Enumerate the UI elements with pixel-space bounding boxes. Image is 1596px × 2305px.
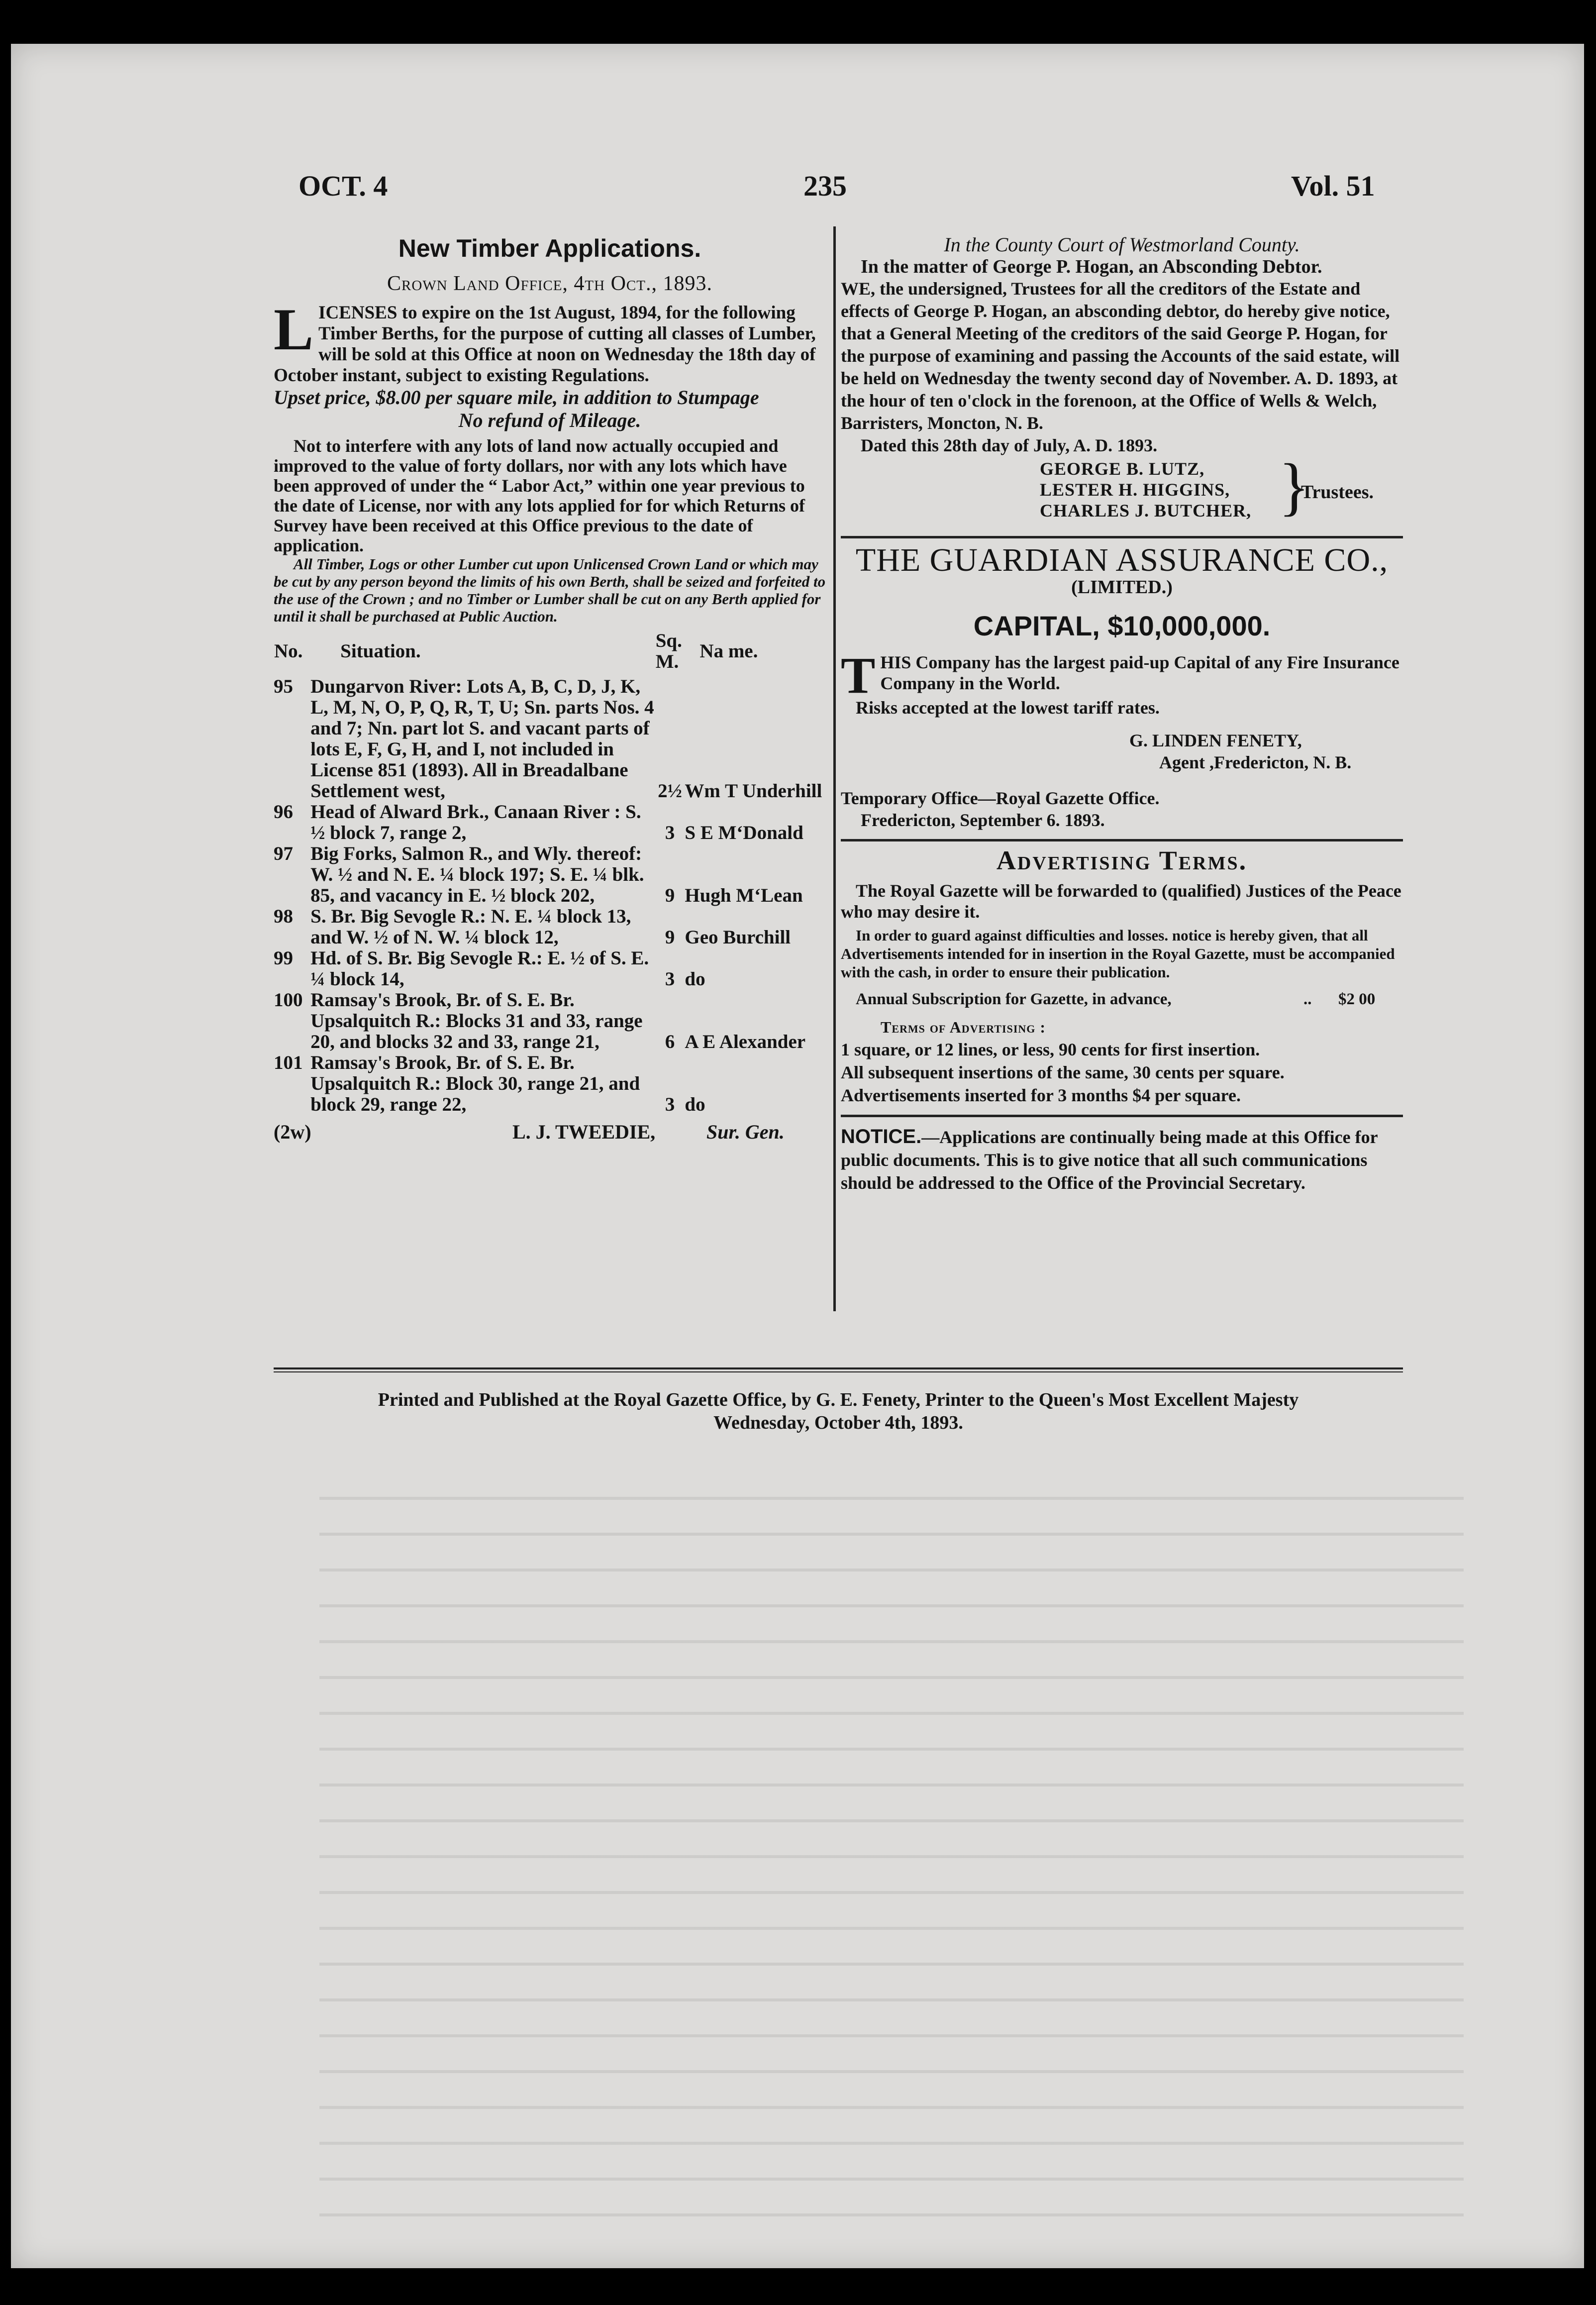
all-timber-paragraph: All Timber, Logs or other Lumber cut upon Unlicensed Crown Land or which may be cut by any person beyond the limits of his own Berth, shall be seized and forfeited to the use of the Crown ; and no Timber or Lumber shall be cut on any Berth applied for until it shall be purchased at Public Auction. (274, 555, 826, 625)
row-sqm: 3 (665, 822, 675, 843)
row-sqm: 6 (665, 1031, 675, 1052)
annual-price: $2 00 (1338, 990, 1376, 1008)
guardian-risks: Risks accepted at the lowest tariff rates. (856, 698, 1160, 718)
agent-title: Agent ,Fredericton, N. B. (1159, 752, 1352, 772)
court-body: WE, the undersigned, Trustees for all the creditors of the Estate and effects of George P. Hogan, an absconding debtor, do hereby give notice, that a General Meeting of the creditors of the said George P. Hogan, for the purpose of examining and passing the Accounts of the said estate, will be held on Wednesday the twenty second day of November. A. D. 1893, at the hour of ten o'clock in the forenoon, at the Office of Wells & Welch, Barristers, Moncton, N. B. (841, 279, 1400, 433)
advertising-p2: In order to guard against difficulties and losses. notice is hereby given, that all Advertisements intended for in insertion in the Royal Gazette, must be accompanied with the cash, in order to ensure their publication. (841, 927, 1395, 981)
guardian-body-text: HIS Company has the largest paid-up Capital of any Fire Insurance Company in the World. (880, 652, 1399, 693)
row-name: A E Alexander (685, 1031, 806, 1052)
advertising-p1: The Royal Gazette will be forwarded to (qualified) Justices of the Peace who may desire it. (841, 881, 1401, 922)
row-situation: Big Forks, Salmon R., and Wly. thereof: W. ½ and N. E. ¼ block 197; S. E. ¼ blk. 85, and vacancy in E. ½ block 202, (310, 843, 644, 906)
row-sqm: 9 (665, 885, 675, 906)
row-name: Hugh M‘Lean (685, 885, 803, 906)
row-situation: Hd. of S. Br. Big Sevogle R.: E. ½ of S. E. ¼ block 14, (310, 947, 649, 990)
section-rule (841, 1115, 1403, 1117)
footer-imprint (274, 1388, 1403, 1434)
row-no: 98 (274, 906, 293, 927)
row-sqm: 3 (665, 1094, 675, 1115)
timber-applications-column (274, 234, 826, 1145)
notice-label: NOTICE. (841, 1126, 922, 1148)
table-row (274, 906, 826, 948)
table-row (274, 843, 826, 906)
footer-rule-thin (274, 1371, 1403, 1372)
signature-name: L. J. TWEEDIE, (512, 1121, 656, 1143)
row-situation: Ramsay's Brook, Br. of S. E. Br. Upsalquitch R.: Blocks 31 and 33, range 20, and blocks 32 and 33, range 21, (310, 989, 643, 1052)
volume-number: Vol. 51 (1291, 170, 1375, 202)
trustee-name: GEORGE B. LUTZ, (1040, 459, 1205, 479)
terms-line: All subsequent insertions of the same, 30 cents per square. (841, 1062, 1285, 1082)
timber-title: New Timber Applications. (398, 234, 701, 262)
licenses-paragraph (274, 296, 826, 386)
row-name: Geo Burchill (685, 927, 791, 948)
row-name: do (685, 968, 705, 990)
row-situation: Ramsay's Brook, Br. of S. E. Br. Upsalquitch R.: Block 30, range 21, and block 29, range 22, (310, 1052, 640, 1115)
table-row (274, 990, 826, 1052)
table-row (274, 676, 826, 802)
licenses-text: ICENSES to expire on the 1st August, 1894, for the following Timber Berths, for the purpose of cutting all classes of Lumber, will be sold at this Office at noon on Wednesday the 18th day of October instant, subject to existing Regulations. (274, 303, 816, 386)
dropcap-letter: T (841, 647, 876, 704)
upset-price: Upset price, $8.00 per square mile, in addition to Stumpage (274, 386, 759, 409)
signature-line (274, 1120, 826, 1145)
row-no: 97 (274, 843, 293, 864)
notice-text: —Applications are continually being made at this Office for public documents. This is to give notice that all such communications should be addressed to the Office of the Provincial Secretary. (841, 1127, 1378, 1193)
table-row (274, 948, 826, 990)
table-row (274, 802, 826, 843)
trustees-block (841, 451, 1403, 528)
signature-title: Sur. Gen. (706, 1121, 785, 1143)
terms-line: Advertisements inserted for 3 months $4 per square. (841, 1085, 1241, 1105)
office-date: Crown Land Office, 4th Oct., 1893. (387, 272, 712, 295)
row-sqm: 9 (665, 927, 675, 948)
page-number: 235 (803, 170, 847, 202)
table-header-row (274, 630, 826, 676)
court-heading: In the County Court of Westmorland County. (944, 233, 1300, 256)
row-name: Wm T Underhill (685, 780, 822, 802)
annual-label: Annual Subscription for Gazette, in advance, (856, 990, 1172, 1008)
section-rule (841, 536, 1403, 538)
trustees-label: Trustees. (1301, 482, 1374, 503)
col-name: Na me. (699, 640, 758, 662)
row-no: 100 (274, 989, 303, 1011)
footer-line-1: Printed and Published at the Royal Gazette Office, by G. E. Fenety, Printer to the Queen's Most Excellent Majesty (378, 1389, 1299, 1410)
guardian-capital: CAPITAL, $10,000,000. (973, 610, 1271, 641)
row-situation: Head of Alward Brk., Canaan River : S. ½ block 7, range 2, (310, 801, 641, 843)
insertion-tag: (2w) (274, 1121, 311, 1143)
table-row (274, 1052, 826, 1115)
row-situation: S. Br. Big Sevogle R.: N. E. ¼ block 13, and W. ½ of N. W. ¼ block 12, (310, 906, 631, 948)
guardian-limited: (LIMITED.) (1071, 577, 1173, 598)
notice-paragraph (841, 1125, 1403, 1194)
row-no: 96 (274, 801, 293, 823)
dropcap-letter: L (274, 296, 314, 362)
no-refund: No refund of Mileage. (458, 409, 641, 431)
guardian-name: THE GUARDIAN ASSURANCE CO., (855, 542, 1389, 578)
timber-table (274, 630, 826, 1115)
bleed-through-text (319, 1477, 1464, 2248)
header-date: OCT. 4 (299, 170, 388, 202)
trustees-names (1040, 458, 1251, 521)
row-name: S E M‘Donald (685, 822, 803, 843)
brace-icon: } (1279, 451, 1310, 523)
advertising-title: Advertising Terms. (996, 845, 1248, 875)
row-no: 99 (274, 947, 293, 969)
col-sqm: Sq. M. (655, 630, 682, 672)
trustee-name: LESTER H. HIGGINS, (1040, 480, 1230, 500)
agent-name: G. LINDEN FENETY, (1129, 731, 1302, 750)
terms-line: 1 square, or 12 lines, or less, 90 cents for first insertion. (841, 1040, 1260, 1059)
row-no: 95 (274, 676, 293, 697)
col-situation: Situation. (340, 640, 421, 662)
section-rule (841, 839, 1403, 841)
column-divider (833, 226, 836, 1311)
annual-subscription (841, 988, 1403, 1011)
guardian-date: Fredericton, September 6. 1893. (861, 810, 1105, 830)
footer-rule-top (274, 1367, 1403, 1369)
temp-office: Temporary Office—Royal Gazette Office. (841, 788, 1160, 808)
terms-heading: Terms of Advertising : (881, 1018, 1046, 1036)
col-no: No. (274, 640, 303, 662)
row-sqm: 3 (665, 968, 675, 990)
annual-dots: .. (1303, 990, 1312, 1008)
court-matter: In the matter of George P. Hogan, an Absconding Debtor. (861, 256, 1322, 277)
row-situation: Dungarvon River: Lots A, B, C, D, J, K, L, M, N, O, P, Q, R, T, U; Sn. parts Nos. 4 and 7; Nn. part lot S. and vacant parts of lots E, F, G, H, and I, not included in License 851 (1893). All in Breadalbane Settlement west, (310, 676, 654, 802)
footer-line-2: Wednesday, October 4th, 1893. (713, 1412, 963, 1433)
court-dated: Dated this 28th day of July, A. D. 1893. (861, 435, 1158, 455)
row-sqm: 2½ (658, 780, 682, 802)
guardian-body (841, 647, 1403, 704)
not-interfere-paragraph: Not to interfere with any lots of land now actually occupied and improved to the value of forty dollars, nor with any lots which have been approved of under the “ Labor Act,” within one year previous to the date of License, nor with any lots applied for for which Returns of Survey have been received at this Office previous to the date of application. (274, 436, 805, 555)
right-column (841, 234, 1403, 1194)
row-no: 101 (274, 1052, 303, 1073)
trustee-name: CHARLES J. BUTCHER, (1040, 501, 1252, 521)
row-name: do (685, 1094, 705, 1115)
